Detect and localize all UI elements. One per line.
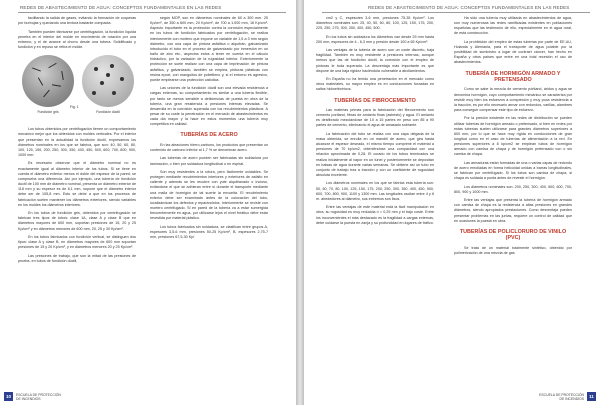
footer-text [539,393,584,401]
footer-line: ESCUELA DE PROTECCIÓN [16,393,61,397]
paragraph: Las tuberías de acero pueden ser fabricadas sin soldadura por laminación, o bien por soldadura longitudinal o en espiral. [150,156,268,166]
left-page [0,0,296,405]
running-head: REDES DE ABASTECIMIENTO DE AGUA: CONCEPTOS FUNDAMENTALES EN LAS REDES [368,5,570,10]
left-column-1 [18,16,136,267]
paragraph: Por la presión existente en las redes de distribución se pueden utilizar tuberías de hormigón armado o pretensado, si bien en redes por estas tuberías suelen utilizarse para grandes diámetros superiores a 600 mm, por lo que se hace muy rígida en conducciones de gran longitud como en el caso de tuberías de alimentación a la red. En presiones superiores a 8 kp/cm2 se emplean tubos de hormigón armado con camisa de chapa y de hormigón pretensado con o sin camisa de chapa. [454,116,572,157]
paragraph: Entre las ventajas de este material está la fácil manipulación en obra, su rugosidad es muy reducida n = 0,25 mm y el bajo coste. Entre los inconvenientes el más destacado es la fragilidad a cargas externas, debe cuidarse la puesta en zanja y su profundidad en lugares de tráfico. [316,205,434,225]
ductile-iron-micrograph [82,55,134,107]
paragraph: Entre las ventajas que presenta la tubería de hormigón armado con camisa de chapa es la resistencia a altas presiones en grandes diámetros, siendo apropiados prestaciones. Como desventaja pueden presentar problemas en las juntas, requiere un control de calidad que en ocasiones la puesta en obra. [454,198,572,223]
paragraph: Como se sabe la mezcla de cemento pórtland, áridos y agua se denomina hormigón, cuyo comportamiento mecánico se caracteriza por resistir muy bien los esfuerzos a compresión y muy poca resistencia a la tracción, es por ello necesario armar con redondos, varillas, alambres para conseguir compensar este tipo de esfuerzo. [454,87,572,113]
footer-line: ESCUELA DE PROTECCIÓN [539,393,584,397]
figure-caption-ductile: Fundición dúctil [96,110,120,115]
right-footer [304,387,600,405]
paragraph: En los tubos fabricados con fundición vertical, se distinguen dos tipos: clase A y clase B, en diámetros mayores de 600 mm soportan presiones de 15 y 20 Kp/cm², y en diámetros menores 20 y 25 Kp/cm². [18,234,136,250]
paragraph: Se trata de un material totalmente sintético, obtenido por polimerización de una mezcla de gas [454,245,572,255]
figure-caption-gray: Fundición gris [37,110,59,115]
paragraph: Las ventajas de la tubería de acero son un coste discreto, baja fragilidad. También es muy resistente a presiones internas, aunque menos que las de fundición dúctil, la corrosión con el empleo de pinturas le toda superado. La desventaja más importante es que dispone de una baja rigidez haciéndola vulnerable a abollamientos. [316,48,434,73]
paragraph: Los tubos obtenidos por centrifugación tienen un comportamiento mecánico mejor que los obtenidos con moldes verticales. Por el interior que presentan en la actualidad la fundición dúctil, expresamos los diámetros nominales en los que se fabrica, que son: 40, 50, 60, 80, 100, 125, 150, 200, 250, 300, 350, 400, 450, 500, 600, 700, 800, 900, 1000 mm. [18,127,136,158]
paragraph: La fabricación del tubo se realiza con una capa delgada de la masa obtenida, se enrolla en un mandril de acero, que gira hasta alcanzar el espesor deseado, el mismo tiempo comprime el material a presiones de 70 kp/cm2, obteniéndose una compacidad con una relación aproximada de 0,28. El curado de los tubos terminados se realiza inicialmente al vapor en un túnel y posteriormente se depositan en balsas de agua durante varias semanas. Se obtiene así un tubo en conjunto de trabajo tras a tracción y con un coeficiente de rugosidad absoluta excelente. [316,131,434,178]
paragraph: En los tubos sin soldadura los diámetros van desde 25 mm hasta 200 mm, espesores de 4 - 6,3 mm y presión desde 100 a 65 Kp/cm². [316,34,434,44]
footer-line: DE INCENDIOS [16,397,41,401]
paragraph: Las uniones de la fundición dúctil son una elevada resistencia a cargas externas, su comportamiento es similar a una tubería flexible, por tanto se menos sensible a deficiencias de puesta en obra de la tubería, una gran resistencia a presiones internas elevadas. Se desarrolla en la corrosión superada con los recubrimientos plásticos. A pesar de su coste la penetración en el mercado de abastecimientos es cada día mayor y la hace en estos momentos una tubería muy competitiva en calidad. [150,86,268,127]
paragraph: Los diámetros nominales son: 200, 250, 300, 400, 500, 600, 700, 800, 900 y 1000 mm. [454,184,572,194]
paragraph: En los tubos de fundición gris, obtenidos por centrifugación se fabrican tres tipos de tubos: clase 1A, clase A y clase B que en diámetros mayores de 600 mm, soportan presiones de 15, 20 y 25 Kp/cm² y en diámetros menores de 600 mm, 20, 25 y 30 Kp/cm². [18,211,136,231]
gray-iron-micrograph [22,55,74,107]
header-rule [322,12,590,13]
section-heading-pvc: TUBERÍAS DE POLICLORURO DE VINILO (PVC) [459,228,567,242]
paragraph: En las aleaciones hierro-carbono, los productos que presentan un contenido de carbono inferior al 1,7 % se denominan acero. [150,142,268,153]
paragraph: cm2 y C, espesores 3-6 mm, presiones 75-35 Kp/cm². Los diámetros nominales son: 25, 40, 50, 60, 80, 100, 125, 150, 175, 200, 225, 250, 275, 300, 350, 400, 450, 500. [316,16,434,31]
paragraph: Las materias primas para la fabricación del fibrocemento son cemento portland, fibras de amianto finas (asbesto) y agua. El amianto es desfibrado mezclándose de 10 a 15 partes en peso con 85 a 90 partes de cemento, eliminando el agua de amasado sobrante. [316,108,434,128]
paragraph: Los tubos fabricados sin soldadura, se clasifican entre grupos A, espesores 3,5-6 mm, presiones 50-25 Kp/cm², B, espesores 2,75-7 mm, presiones 67,5-30 Kp/ [150,224,268,239]
paragraph: según MOP, son en diámetros nominales de 60 a 300 mm. 25 Kp/cm², de 350 a 600 mm, 20 Kp/cm², de 700 a 1.000 mm, 16 Kp/cm². Aspecto importante es la protección contra la corrosión especialmente en los tubos de fundición fabricados por centrifugación, se realiza interiormente con mortero que expone un variable de 1,5 a 3 mm según diámetro, con una capa de pintura asfáltica o alquitrán, galvanizado introducido el tubo en el proceso de galvanizado por inmersión en un baño de zinc etc., aspectos estos a tener en cuenta en el cálculo hidráulico, por la variación de la rugosidad interior. Exteriormente la protección se suele realizar con una capa de imprimación de pintura asfáltica, y galvanizado, también se emplea, pinturas plásticas con resina epoxi; con manguitos de polietileno y, si el entorno es agresivo, puede emplearse una protección catódica. [150,16,268,82]
paragraph: Es necesario observar que el diámetro nominal no es exactamente igual al diámetro interior de los tubos. Si se tiene en cuenta el diámetro exterior menos el doble del espesor de la pared, se comprueba una diferencia. Así por ejemplo, una tubería de fundición dúctil de 100 mm de diámetro nominal, presenta un diámetro exterior de 118 mm y su espesor es de 6,1 mm, supone que el diámetro interior debe ser de 105,8 mm. Esto se debe a que en los procesos de fabricación suelen mantener los diámetros exteriores, siendo variables en los moldes los diámetros interiores. [18,161,136,207]
page-number: 10 [5,394,11,399]
page-number: 11 [587,392,596,401]
paragraph: Las presiones de trabajo, que son la mitad de las presiones de prueba, en tubos de fundición dúctil, [18,253,136,263]
section-heading-fibrocemento: TUBERÍAS DE FIBROCEMENTO [334,97,416,104]
paragraph: Son muy resistentes a la rotura, pero fácilmente oxidables. Se protegen mediante recubrimientos interiores y exteriores de asfalto en caliente y además se les recubre con yute alquitranado o incluso, evitándose el que se adhieran entre sí durante el transporte mediante una malla de hormigón de tal suerte la envuelta. El recubrimiento exterior debe ser examinado antes de la colocación del tubo, localizándose los defectos y reparándolos. Interiormente se reviste con mortero centrifugado. Si en pared de la tubería va a estar sumergida frecuentemente en agua, por utilizarse lejos el nivel freático debe estar revestida por material plástico. [150,169,268,221]
figure-number: Fig. 1 [70,105,79,110]
header-rule [18,12,286,13]
paragraph: Ha sido una tubería muy utilizada en abastecimientos de agua, son muy numerosas las redes ramificadas existentes en poblaciones españolas que las testimonio de ello, especialmente en el agua rural, de esta construcción. [454,16,572,36]
book-gutter [296,0,304,405]
footer-line: DE INCENDIOS [559,397,584,401]
running-head: REDES DE ABASTECIMIENTO DE AGUA: CONCEPTOS FUNDAMENTALES EN LAS REDES [20,5,222,10]
right-column-2 [454,16,572,259]
paragraph: También pueden fabricarse por centrifugación, la fundición líquida penetra en el interior del molde en movimiento de rotación por una extremo, y el de avance al chorro desde una tobera. Solidificado y fundición y en reposo se retira el molde. [18,29,136,49]
left-footer [0,387,296,405]
left-column-2 [150,16,268,243]
section-heading-acero: TUBERÍAS DE ACERO [180,132,238,139]
paragraph: En España no ha tenido una penetración en el mercado como otros materiales, su mayor empleo es en conducciones forzadas en saltos hidroeléctricos. [316,77,434,92]
paragraph: La prohibición del empleo de estas tuberías por parte de EE.UU, Holanda y Alemania, para el transporte de agua potable por la posibilidad de suministro a lugar de contraer cáncer, han hecho en España y otros países que entre en una total recesión el uso de abastecimientos. [454,39,572,65]
paragraph: facilitando la salida de gases, evitando la formación de coqueras por burbujas y quedando una textura bastante compacta. [18,16,136,26]
footer-text [16,393,61,401]
right-column-1 [316,16,434,229]
section-heading-hormigon: TUBERÍA DE HORMIGÓN ARMADO Y PRETENSADO [465,70,561,83]
paragraph: Las armaduras están formadas de una o varias capas de redondo de acero enrolladas en forma helicoidal unidas a barras longitudinales, se fabrican por centrifugado. Si los tubos son camisa de chapa, si chapa es soldada a punta antes de revestir el hormigón. [454,160,572,181]
right-page [304,0,600,405]
figure-cast-iron [18,53,136,123]
paragraph: Los diámetros nominales en los que se fabrica esta tubería son: 50, 60, 70, 80, 100, 125, 150, 175, 200, 250, 300, 350, 400, 450, 500, 600, 700, 800, 900, 1100 y 1300 mm. Las longitudes oscilan entre 4 y 6 m. alrededores al diámetro, sus extremos son lisos. [316,181,434,201]
